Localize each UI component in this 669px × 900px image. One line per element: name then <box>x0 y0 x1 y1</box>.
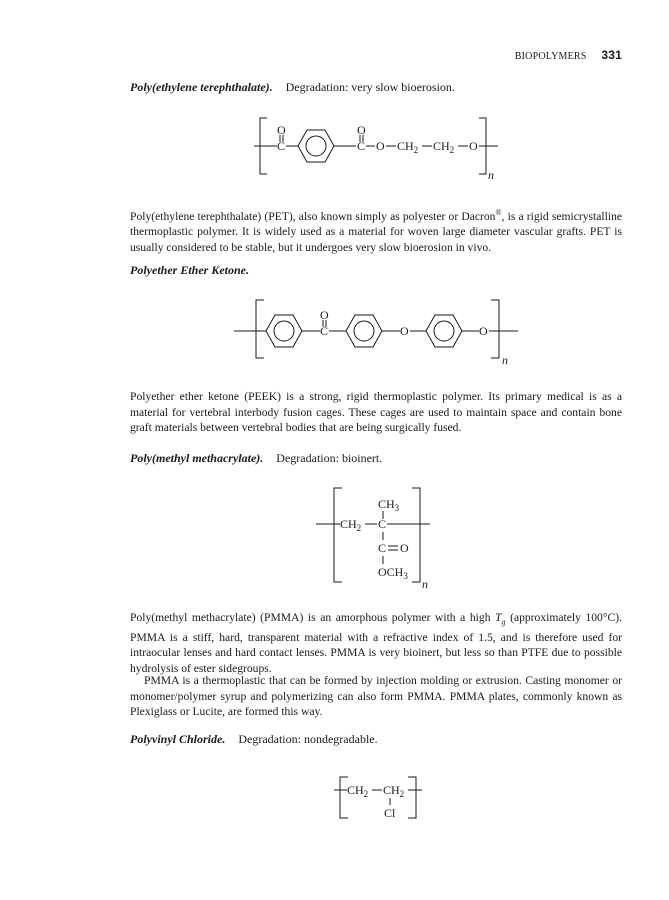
pet-heading <box>130 80 455 95</box>
peek-carbon: C <box>320 324 329 338</box>
peek-paragraph: Polyether ether ketone (PEEK) is a strong, rigid thermoplastic polymer. Its primary medical is as a material for vertebral interbody fusion cages. These cages are used to maintain space and contain bone graft materials between vertebral bodies that are being surgically fused. <box>130 390 622 434</box>
pmma-carbonyl-c: C <box>378 541 387 555</box>
peek-n: n <box>502 353 508 367</box>
running-title: BIOPOLYMERS <box>514 51 587 62</box>
pmma-paragraph-1: Poly(methyl methacrylate) (PMMA) is an amorphous polymer with a high $T_g$ (approximately 100°C). PMMA is a stiff, hard, transparent material with a refractive index of 1.5, and is therefore used for intraocular lenses and hard contact lenses. PMMA is very bioinert, but less so than PTFE due to possible hydrolysis of ester sidegroups. <box>130 611 622 675</box>
pet-n: n <box>488 168 494 182</box>
pet-title: Poly(ethylene terephthalate). <box>130 80 273 94</box>
peek-ring-1-circle <box>274 321 294 341</box>
peek-heading <box>130 263 259 278</box>
registered-mark: ® <box>495 208 502 217</box>
peek-ring-1 <box>266 315 302 347</box>
page-number: 331 <box>601 48 622 62</box>
peek-carbonyl-o: O <box>320 308 329 322</box>
pvc-right-bracket <box>408 777 416 818</box>
pmma-left-bracket <box>334 488 342 582</box>
pvc-degradation: Degradation: nondegradable. <box>238 732 378 746</box>
pet-degradation: Degradation: very slow bioerosion. <box>285 80 455 94</box>
pet-paragraph: Poly(ethylene terephthalate) (PET), also known simply as polyester or Dacron®, is a rigid semicrystalline thermoplastic polymer. It is widely used as a material for woven large diameter vascular grafts. PET is usually considered to be stable, but it undergoes very slow bioerosion in vivo. <box>130 208 623 254</box>
pvc-cl: Cl <box>384 806 396 820</box>
pet-benzene-ring <box>298 130 334 162</box>
pet-ester-o: O <box>376 139 385 153</box>
pet-structure <box>250 112 510 188</box>
pmma-structure <box>316 484 436 596</box>
tg-symbol: T <box>495 611 502 624</box>
pmma-title: Poly(methyl methacrylate). <box>130 451 264 465</box>
pet-ch2-2: $CH_2$ <box>433 139 455 155</box>
pet-carbon-1: C <box>277 139 286 153</box>
pet-carbonyl-o-2: O <box>357 123 366 137</box>
pmma-carbonyl-o: O <box>400 541 409 555</box>
peek-ether-o-1: O <box>400 324 409 338</box>
running-header <box>515 48 622 62</box>
pet-ether-o: O <box>469 139 478 153</box>
peek-title: Polyether Ether Ketone. <box>130 263 249 277</box>
pet-carbon-2: C <box>357 139 366 153</box>
pvc-ch2-2: $CH_2$ <box>383 783 405 799</box>
peek-ring-3 <box>426 315 462 347</box>
pvc-title: Polyvinyl Chloride. <box>130 732 226 746</box>
pmma-och3: $OCH_3$ <box>378 565 408 581</box>
pvc-ch2-1: $CH_2$ <box>347 783 369 799</box>
peek-ring-2 <box>346 315 382 347</box>
pmma-degradation: Degradation: bioinert. <box>276 451 383 465</box>
pmma-quaternary-c: C <box>378 517 387 531</box>
peek-ring-2-circle <box>354 321 374 341</box>
pvc-heading <box>130 732 378 747</box>
pmma-paragraph-2: PMMA is a thermoplastic that can be formed by injection molding or extrusion. Casting monomer or monomer/polymer syrup and polymerizing can also form PMMA. PMMA plates, commonly known as Plexiglass or Lucite, are formed this way. <box>130 674 622 718</box>
pmma-right-bracket <box>412 488 420 582</box>
pet-benzene-circle <box>306 136 326 156</box>
peek-right-bracket <box>491 300 499 358</box>
peek-ring-3-circle <box>434 321 454 341</box>
peek-ether-o-2: O <box>479 324 488 338</box>
pmma-n: n <box>422 577 428 591</box>
pmma-ch2: $CH_2$ <box>340 517 362 533</box>
pmma-ch3: $CH_3$ <box>378 497 400 513</box>
pvc-structure <box>330 774 430 828</box>
tg-subscript: g <box>501 617 506 627</box>
pet-carbonyl-o-1: O <box>277 123 286 137</box>
pmma-heading <box>130 451 382 466</box>
pet-ch2-1: $CH_2$ <box>397 139 419 155</box>
peek-left-bracket <box>256 300 264 358</box>
peek-structure <box>234 298 524 370</box>
